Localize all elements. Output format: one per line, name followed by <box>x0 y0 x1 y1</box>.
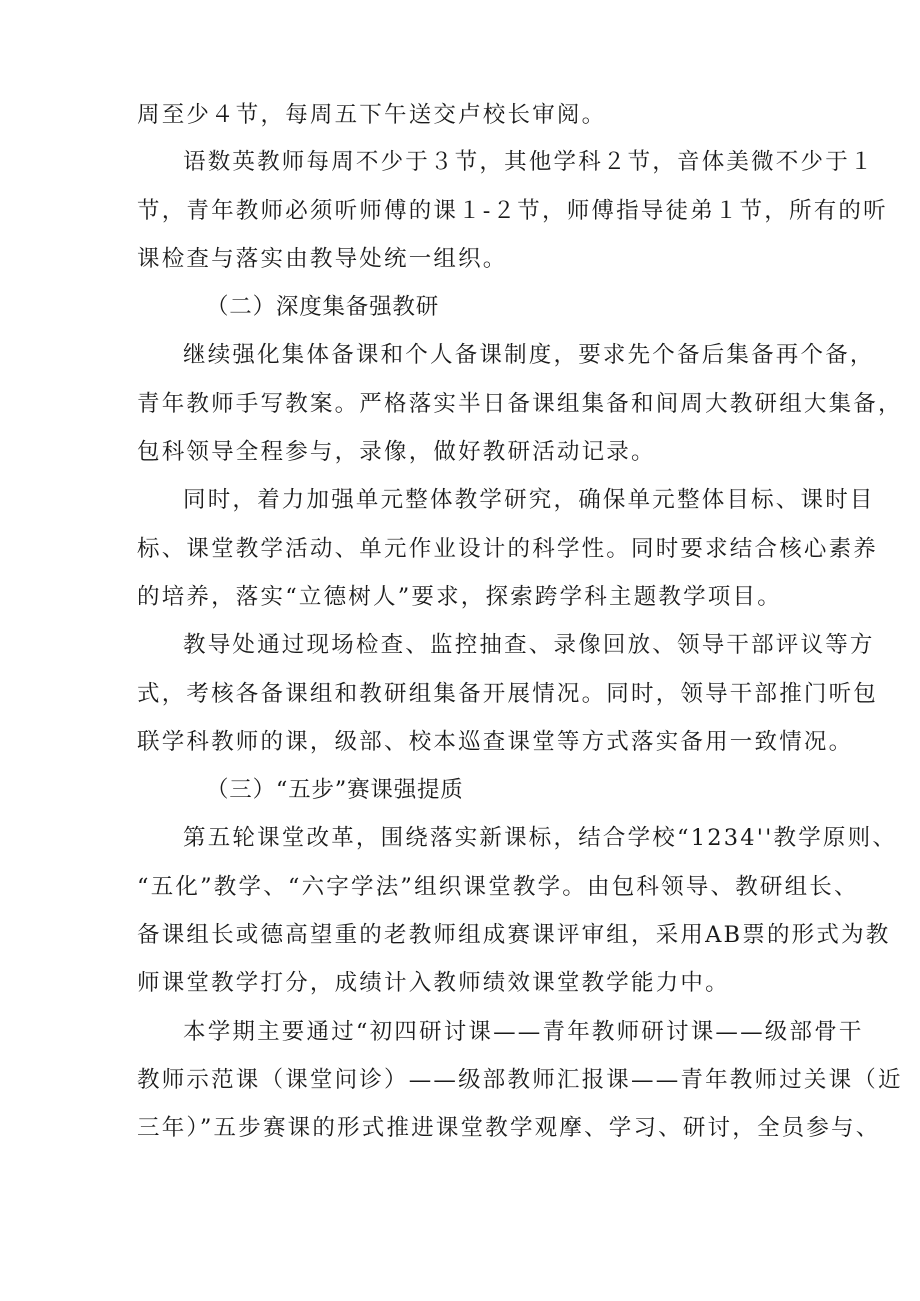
paragraph-line: 三年）”五步赛课的形式推进课堂教学观摩、学习、研讨，全员参与、 <box>137 1115 881 1141</box>
paragraph-line: 青年教师手写教案。严格落实半日备课组集备和间周大教研组大集备， <box>137 391 903 417</box>
paragraph-line: 第五轮课堂改革，围绕落实新课标，结合学校“1234''教学原则、 <box>183 825 898 851</box>
paragraph-line: 包科领导全程参与，录像，做好教研活动记录。 <box>137 439 656 465</box>
paragraph-line: 节，青年教师必须听师傅的课１-２节，师傅指导徒弟１节，所有的听 <box>137 198 888 224</box>
paragraph-line: 联学科教师的课，级部、校本巡查课堂等方式落实备用一致情况。 <box>137 729 854 755</box>
paragraph-line: 语数英教师每周不少于３节，其他学科２节，音体美微不少于１ <box>183 149 875 175</box>
paragraph-line: 教导处通过现场检查、监控抽查、录像回放、领导干部评议等方 <box>183 632 875 658</box>
section-heading: （三）“五步”赛课强提质 <box>206 777 464 803</box>
paragraph-line: 课检查与落实由教导处统一组织。 <box>137 246 508 272</box>
paragraph-line: 师课堂教学打分，成绩计入教师绩效课堂教学能力中。 <box>137 970 730 996</box>
paragraph-line: 教师示范课（课堂问诊）——级部教师汇报课——青年教师过关课（近 <box>137 1067 903 1093</box>
paragraph-line: 本学期主要通过“初四研讨课——青年教师研讨课——级部骨干 <box>183 1019 864 1045</box>
paragraph-line: 的培养，落实“立德树人”要求，探索跨学科主题教学项目。 <box>137 584 782 610</box>
section-heading: （二）深度集备强教研 <box>206 294 440 320</box>
paragraph-line: 标、课堂教学活动、单元作业设计的科学性。同时要求结合核心素养 <box>137 536 879 562</box>
paragraph-line: “五化”教学、“六字学法”组织课堂教学。由包科领导、教研组长、 <box>137 874 859 900</box>
paragraph-line: 周至少４节，每周五下午送交卢校长审阅。 <box>137 102 607 128</box>
paragraph-line: 式，考核各备课组和教研组集备开展情况。同时，领导干部推门听包 <box>137 681 879 707</box>
paragraph-line: 备课组长或德高望重的老教师组成赛课评审组，采用AB票的形式为教 <box>137 922 891 948</box>
paragraph-line: 继续强化集体备课和个人备课制度，要求先个备后集备再个备， <box>183 342 875 368</box>
paragraph-line: 同时，着力加强单元整体教学研究，确保单元整体目标、课时目 <box>183 487 875 513</box>
